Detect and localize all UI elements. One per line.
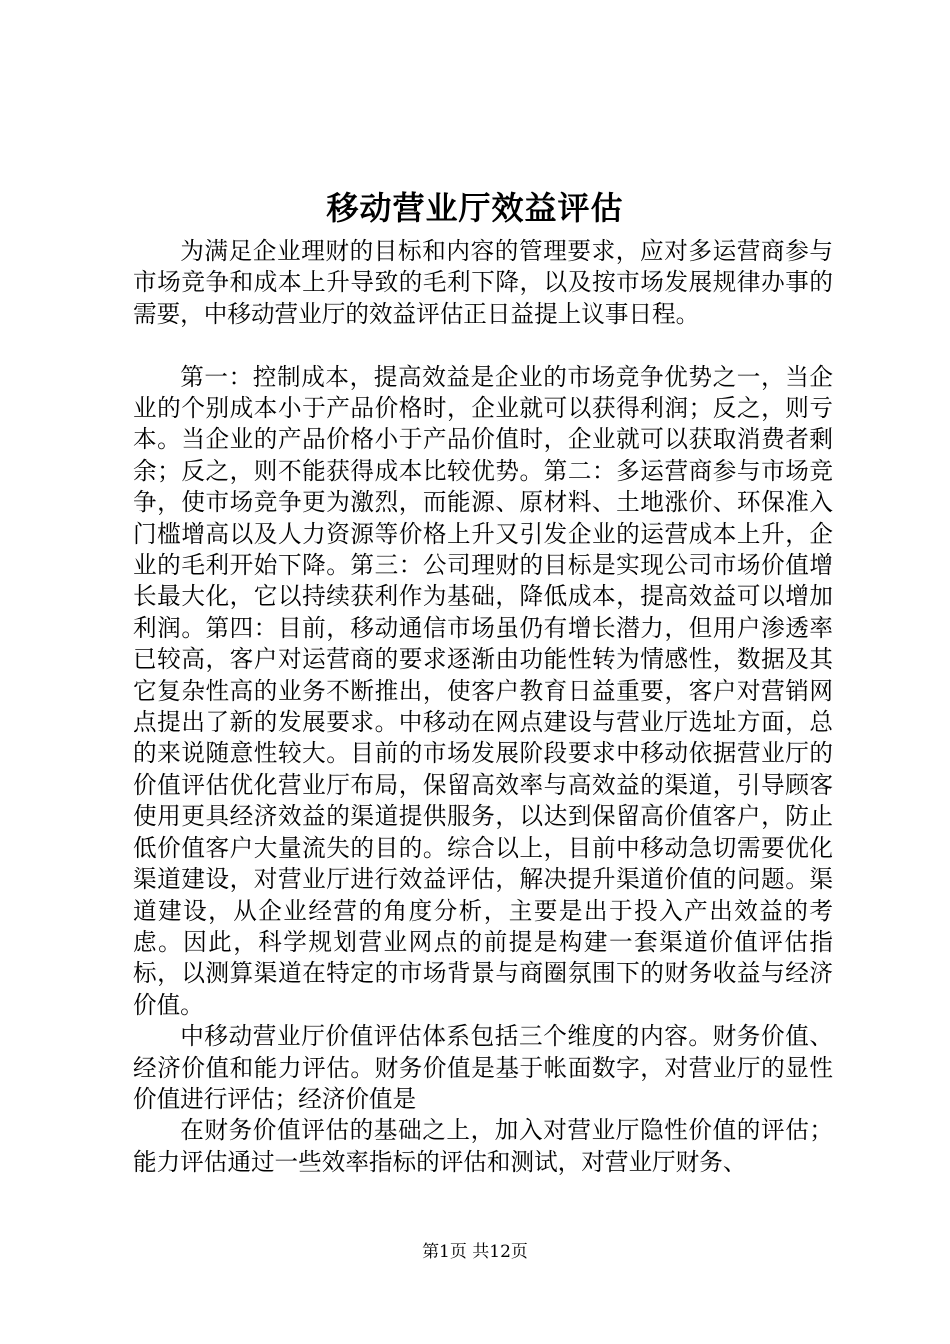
document-body (133, 236, 833, 1178)
page-number-footer: 第1页 共12页 (422, 1242, 528, 1262)
document-title: 移动营业厅效益评估 (326, 189, 624, 227)
paragraph-reasons: 第一：控制成本，提高效益是企业的市场竞争优势之一，当企业的个别成本小于产品价格时，企业就可以获得利润；反之，则亏本。当企业的产品价格小于产品价值时，企业就可以获取消费者剩余；反之，则不能获得成本比较优势。第二：多运营商参与市场竞争，使市场竞争更为激烈，而能源、原材料、土地涨价、环保准入门槛增高以及人力资源等价格上升又引发企业的运营成本上升，企业的毛利开始下降。第三：公司理财的目标是实现公司市场价值增长最大化，它以持续获利作为基础，降低成本，提高效益可以增加利润。第四：目前，移动通信市场虽仍有增长潜力，但用户渗透率已较高，客户对运营商的要求逐渐由功能性转为情感性，数据及其它复杂性高的业务不断推出，使客户教育日益重要，客户对营销网点提出了新的发展要求。中移动在网点建设与营业厅选址方面，总的来说随意性较大。目前的市场发展阶段要求中移动依据营业厅的价值评估优化营业厅布局，保留高效率与高效益的渠道，引导顾客使用更具经济效益的渠道提供服务，以达到保留高价值客户，防止低价值客户大量流失的目的。综合以上，目前中移动急切需要优化渠道建设，对营业厅进行效益评估，解决提升渠道价值的问题。渠道建设，从企业经营的角度分析，主要是出于投入产出效益的考虑。因此，科学规划营业网点的前提是构建一套渠道价值评估指标，以测算渠道在特定的市场背景与商圈氛围下的财务收益与经济价值。 (133, 362, 833, 1019)
paragraph-intro: 为满足企业理财的目标和内容的管理要求，应对多运营商参与市场竞争和成本上升导致的毛利下降，以及按市场发展规律办事的需要，中移动营业厅的效益评估正日益提上议事日程。 (133, 237, 833, 328)
paragraph-evaluation-system: 中移动营业厅价值评估体系包括三个维度的内容。财务价值、经济价值和能力评估。财务价值是基于帐面数字，对营业厅的显性价值进行评估；经济价值是 (133, 1022, 833, 1113)
paragraph-economic-value: 在财务价值评估的基础之上，加入对营业厅隐性价值的评估；能力评估通过一些效率指标的评估和测试，对营业厅财务、 (133, 1116, 833, 1176)
